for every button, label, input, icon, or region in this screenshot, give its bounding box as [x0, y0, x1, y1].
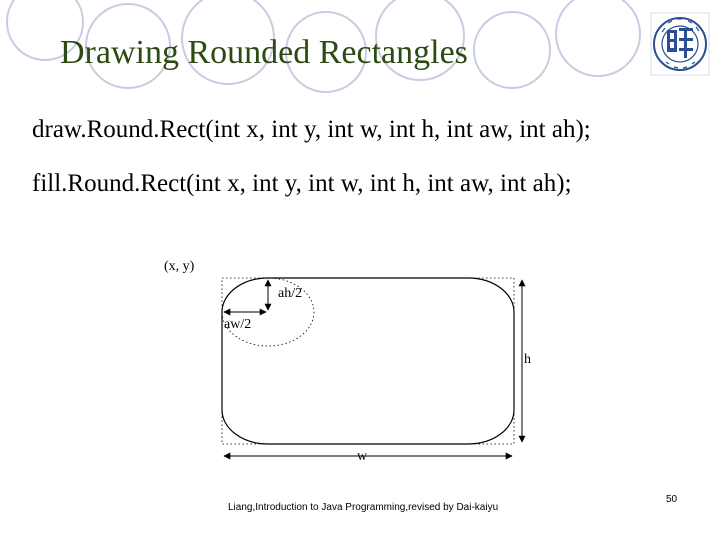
slide-footer-credit: Liang,Introduction to Java Programming,revised by Dai-kaiyu — [228, 502, 499, 513]
slide-title: Drawing Rounded Rectangles — [60, 34, 468, 71]
deco-circle — [556, 0, 640, 76]
rounded-rectangle-diagram — [160, 250, 540, 470]
aw-half-label: aw/2 — [224, 317, 252, 332]
university-seal-logo — [650, 12, 710, 76]
ah-half-label: ah/2 — [278, 286, 303, 301]
width-label: w — [357, 449, 368, 464]
drawroundrect-signature: draw.Round.Rect(int x, int y, int w, int h, int aw, int ah); — [32, 116, 591, 143]
deco-circle — [474, 12, 550, 88]
rounded-rectangle-shape — [222, 278, 514, 444]
page-number: 50 — [666, 494, 678, 505]
bounding-box-outline — [222, 278, 514, 444]
height-label: h — [524, 352, 531, 367]
fillroundrect-signature: fill.Round.Rect(int x, int y, int w, int h, int aw, int ah); — [32, 170, 572, 197]
origin-label: (x, y) — [164, 259, 195, 274]
